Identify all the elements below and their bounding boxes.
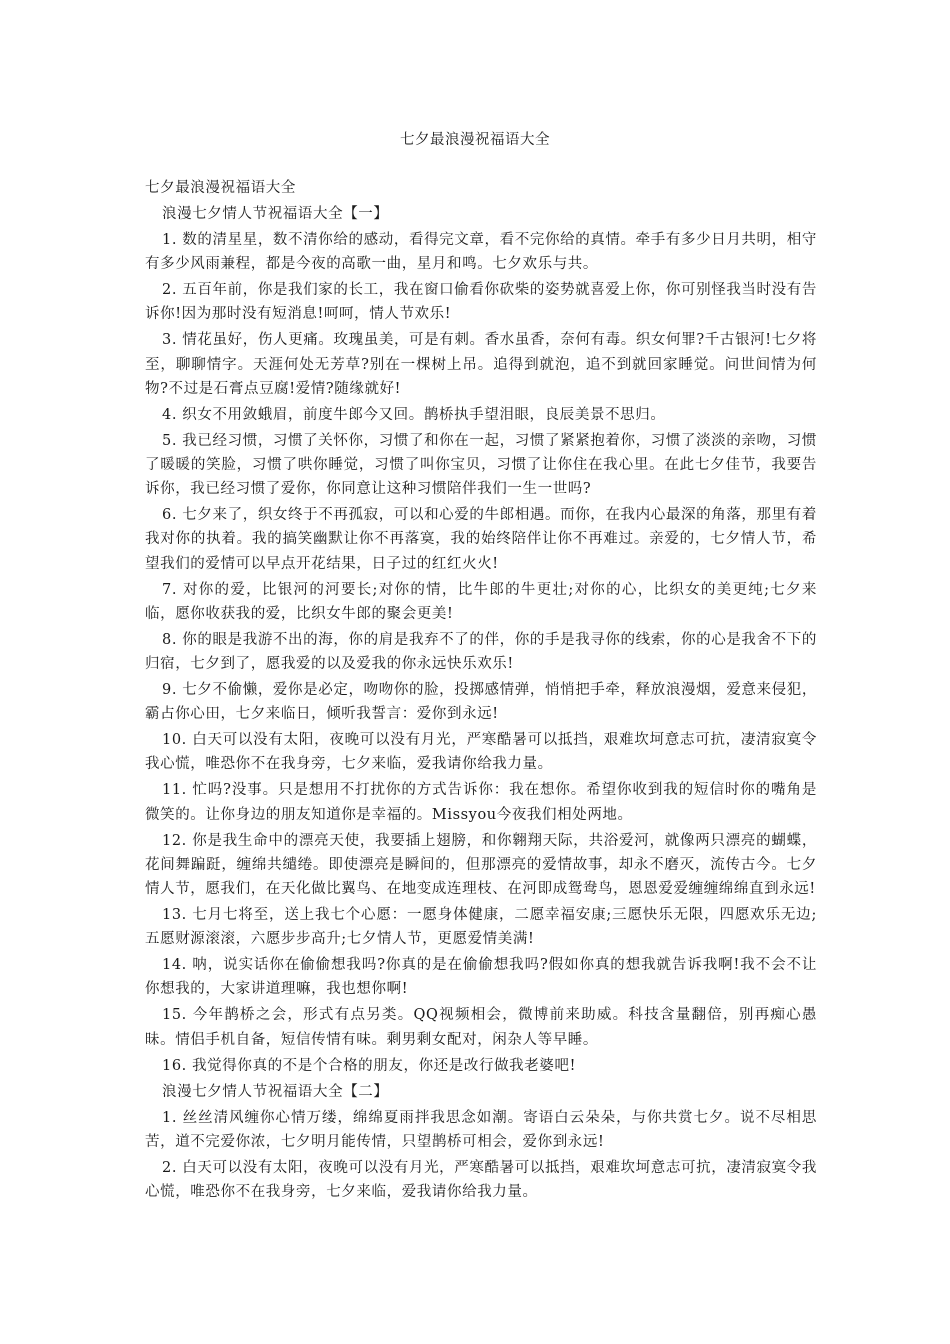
list-item: 8. 你的眼是我游不出的海，你的肩是我弃不了的伴，你的手是我寻你的线索，你的心是我舍不下的归宿，七夕到了，愿我爱的以及爱我的你永远快乐欢乐! xyxy=(145,631,817,673)
list-item: 3. 情花虽好，伤人更痛。玫瑰虽美，可是有刺。香水虽香，奈何有毒。织女何罪?千古银河!七夕将至，聊聊情字。天涯何处无芳草?别在一棵树上吊。追得到就泡，追不到就回家睡觉。问世间情为何物?不过是石膏点豆腐!爱情?随缘就好! xyxy=(145,332,817,397)
list-item: 12. 你是我生命中的漂亮天使，我要插上翅膀，和你翱翔天际，共浴爱河，就像两只漂亮的蝴蝶，花间舞蹁跹，缠绵共缱绻。即使漂亮是瞬间的，但那漂亮的爱情故事，却永不磨灭，流传古今。七夕情人节，愿我们，在天化做比翼鸟、在地变成连理枝、在河即成鸳鸯鸟，恩恩爱爱缠缠绵绵直到永远! xyxy=(145,832,817,898)
list-item: 2. 五百年前，你是我们家的长工，我在窗口偷看你砍柴的姿势就喜爱上你，你可别怪我当时没有告诉你!因为那时没有短消息!呵呵，情人节欢乐! xyxy=(145,282,817,323)
list-item: 11. 忙吗?没事。只是想用不打扰你的方式告诉你：我在想你。希望你收到我的短信时你的嘴角是微笑的。让你身边的朋友知道你是幸福的。Missyou今夜我们相处两地。 xyxy=(145,782,817,823)
document-body xyxy=(145,176,817,1206)
list-item: 15. 今年鹊桥之会，形式有点另类。QQ视频相会，微博前来助威。科技含量翻倍，别再痴心愚昧。情侣手机自备，短信传情有味。剩男剩女配对，闲杂人等早睡。 xyxy=(145,1007,817,1048)
list-item: 9. 七夕不偷懒，爱你是必定，吻吻你的脸，投掷感情弹，悄悄把手牵，释放浪漫烟，爱意来侵犯，霸占你心田，七夕来临日，倾听我誓言：爱你到永远! xyxy=(145,682,817,723)
list-item: 10. 白天可以没有太阳，夜晚可以没有月光，严寒酷暑可以抵挡，艰难坎坷意志可抗，凄清寂寞令我心慌，唯恐你不在我身旁，七夕来临，爱我请你给我力量。 xyxy=(145,732,817,773)
list-item: 1. 数的清星星，数不清你给的感动，看得完文章，看不完你给的真情。牵手有多少日月共明，相守有多少风雨兼程，都是今夜的高歌一曲，星月和鸣。七夕欢乐与共。 xyxy=(145,232,817,273)
list-item: 6. 七夕来了，织女终于不再孤寂，可以和心爱的牛郎相遇。而你，在我内心最深的角落，那里有着我对你的执着。我的搞笑幽默让你不再落寞，我的始终陪伴让你不再难过。亲爱的，七夕情人节，希望我们的爱情可以早点开花结果，日子过的红红火火! xyxy=(145,507,817,572)
body-heading: 七夕最浪漫祝福语大全 xyxy=(145,180,296,196)
list-item: 5. 我已经习惯，习惯了关怀你，习惯了和你在一起，习惯了紧紧抱着你，习惯了淡淡的亲吻，习惯了暖暖的笑脸，习惯了哄你睡觉，习惯了叫你宝贝，习惯了让你住在我心里。在此七夕佳节，我要告诉你，我已经习惯了爱你，你同意让这种习惯陪伴我们一生一世吗? xyxy=(145,432,817,498)
section-heading-1: 浪漫七夕情人节祝福语大全【一】 xyxy=(162,206,389,222)
list-item: 14. 呐，说实话你在偷偷想我吗?你真的是在偷偷想我吗?假如你真的想我就告诉我啊!我不会不让你想我的，大家讲道理嘛，我也想你啊! xyxy=(145,957,817,998)
list-item: 13. 七月七将至，送上我七个心愿：一愿身体健康，二愿幸福安康;三愿快乐无限，四愿欢乐无边;五愿财源滚滚，六愿步步高升;七夕情人节，更愿爱情美满! xyxy=(145,907,817,948)
list-item: 1. 丝丝清风缠你心情万缕，绵绵夏雨拌我思念如潮。寄语白云朵朵，与你共赏七夕。说不尽相思苦，道不完爱你浓，七夕明月能传情，只望鹊桥可相会，爱你到永远! xyxy=(145,1109,817,1150)
list-item: 4. 织女不用敛蛾眉，前度牛郎今又回。鹊桥执手望泪眼，良辰美景不思归。 xyxy=(162,406,666,423)
list-item: 2. 白天可以没有太阳，夜晚可以没有月光，严寒酷暑可以抵挡，艰难坎坷意志可抗，凄清寂寞令我心慌，唯恐你不在我身旁，七夕来临，爱我请你给我力量。 xyxy=(145,1159,817,1201)
list-item: 7. 对你的爱，比银河的河要长;对你的情，比牛郎的牛更壮;对你的心，比织女的美更纯;七夕来临，愿你收获我的爱，比织女牛郎的聚会更美! xyxy=(145,581,817,622)
list-item: 16. 我觉得你真的不是个合格的朋友，你还是改行做我老婆吧! xyxy=(162,1057,576,1074)
section-heading-2: 浪漫七夕情人节祝福语大全【二】 xyxy=(162,1083,389,1100)
document-title: 七夕最浪漫祝福语大全 xyxy=(400,132,550,148)
